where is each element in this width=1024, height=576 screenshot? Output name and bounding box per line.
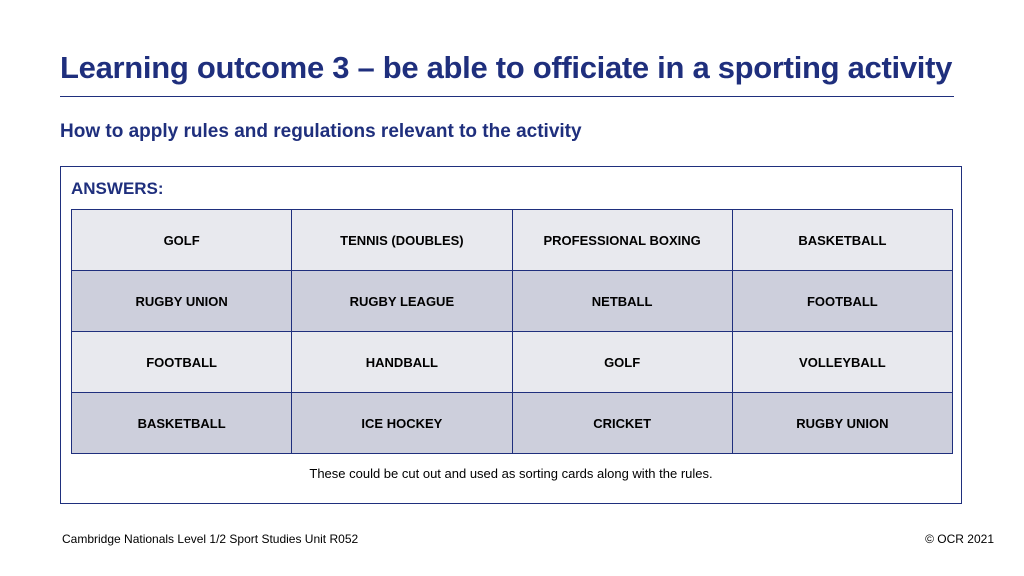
title-divider [60, 96, 954, 97]
instruction-note: These could be cut out and used as sorting cards along with the rules. [309, 466, 713, 481]
table-row [72, 210, 953, 271]
sport-card: BASKETBALL [732, 210, 952, 271]
table-row [72, 393, 953, 454]
sports-card-table [71, 209, 953, 454]
sport-card: BASKETBALL [72, 393, 292, 454]
table-row [72, 332, 953, 393]
sport-card: RUGBY UNION [732, 393, 952, 454]
sport-card: FOOTBALL [72, 332, 292, 393]
footer-course-label: Cambridge Nationals Level 1/2 Sport Studies Unit R052 [62, 532, 359, 546]
sport-card: GOLF [72, 210, 292, 271]
sport-card: ICE HOCKEY [292, 393, 512, 454]
sport-card: FOOTBALL [732, 271, 952, 332]
answers-panel [60, 166, 962, 504]
page-title: Learning outcome 3 – be able to officiate in a sporting activity [60, 50, 953, 85]
table-row [72, 271, 953, 332]
footer-copyright: © OCR 2021 [925, 532, 994, 546]
sport-card: HANDBALL [292, 332, 512, 393]
sport-card: PROFESSIONAL BOXING [512, 210, 732, 271]
sport-card: RUGBY LEAGUE [292, 271, 512, 332]
sport-card: NETBALL [512, 271, 732, 332]
sport-card: CRICKET [512, 393, 732, 454]
answers-label: ANSWERS: [71, 179, 164, 198]
sport-card: VOLLEYBALL [732, 332, 952, 393]
page-subtitle: How to apply rules and regulations relevant to the activity [60, 121, 582, 142]
sport-card: TENNIS (DOUBLES) [292, 210, 512, 271]
sport-card: RUGBY UNION [72, 271, 292, 332]
sport-card: GOLF [512, 332, 732, 393]
